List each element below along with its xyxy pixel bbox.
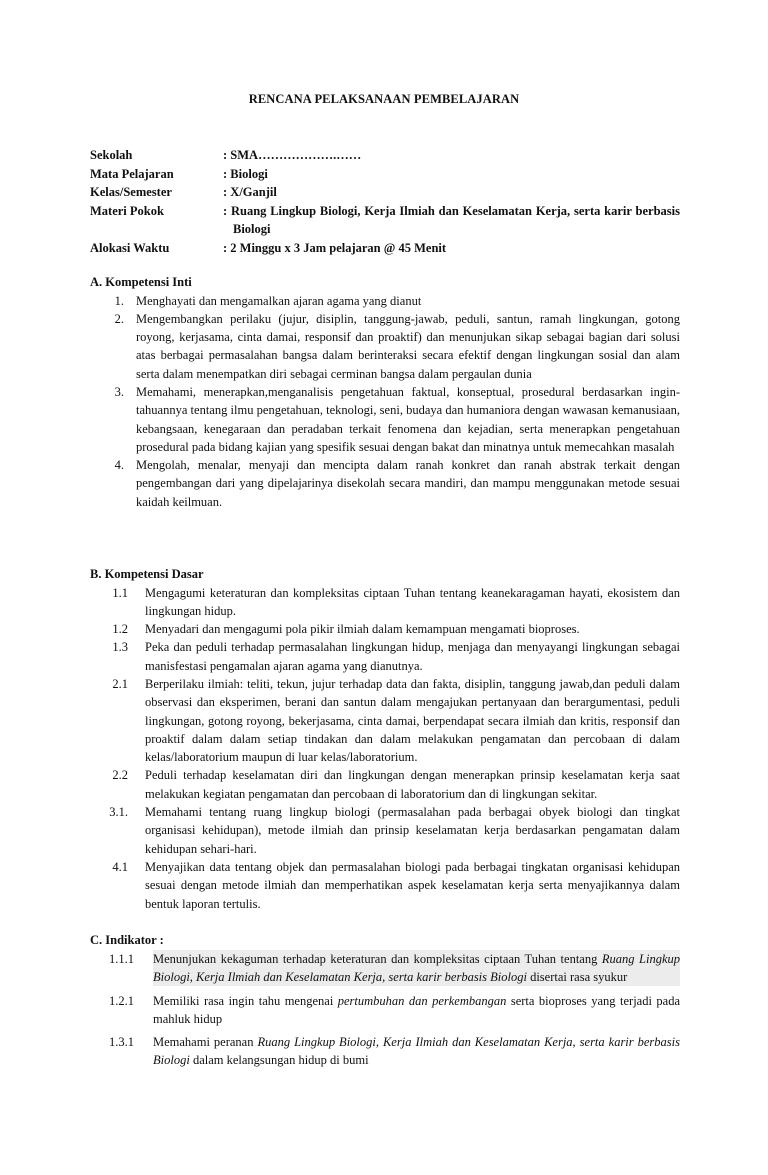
text-part: Menunjukan kekaguman terhadap keteraturan dan kompleksitas ciptaan Tuhan tentang [153, 951, 602, 966]
item-text: Peka dan peduli terhadap permasalahan lingkungan hidup, menjaga dan menyayangi lingkungan sebagai manisfestasi pengamalan ajaran agama yang dianutnya. [145, 640, 680, 673]
list-item [90, 803, 680, 858]
item-number: 3.1. [109, 805, 128, 820]
meta-key: Mata Pelajaran [90, 166, 174, 181]
emphasis-text: pertumbuhan dan perkembangan [337, 994, 507, 1009]
section-heading: B. Kompetensi Dasar [90, 567, 204, 581]
item-text [153, 950, 680, 987]
item-text: Mengolah, menalar, menyaji dan mencipta dalam ranah konkret dan ranah abstrak terkait dengan pengembangan dari yang dipelajarinya disekolah secara mandiri, dan mampu menggunakan metode sesuai kaidah keilmuan. [136, 458, 680, 509]
meta-row-sekolah [90, 146, 680, 165]
item-text [153, 992, 680, 1029]
meta-value: : Ruang Lingkup Biologi, Kerja Ilmiah dan Keselamatan Kerja, serta karir berbasis Biologi [223, 203, 680, 236]
list-item [90, 638, 680, 675]
list-item [90, 383, 680, 456]
item-number: 1.3 [112, 640, 128, 655]
document-title: RENCANA PELAKSANAAN PEMBELAJARAN [248, 92, 520, 106]
item-number: 1.2.1 [109, 994, 134, 1009]
item-number: 4.1 [112, 859, 128, 874]
emphasis-text: Ruang Lingkup Biologi, Kerja Ilmiah dan Keselamatan Kerja, serta karir berbasis Biologi [153, 951, 681, 984]
emphasis-text: Ruang Lingkup Biologi, Kerja Ilmiah dan Keselamatan Kerja, serta karir berbasis Biologi [153, 1034, 680, 1067]
meta-row-materi-pokok [90, 202, 680, 239]
item-text: Berperilaku ilmiah: teliti, tekun, jujur terhadap data dan fakta, disiplin, tanggung jawab,dan peduli dalam observasi dan eksperimen, berani dan santun dalam mengajukan pertanyaan dan berargumentasi, peduli lingkungan, gotong royong, bekerjasama, cinta damai, berpendapat secara ilmiah dan kritis, responsif dan proaktif dalam dalam setiap tindakan dan dalam melakukan pengamatan dan percobaan di dalam kelas/laboratorium maupun di luar kelas/laboratorium. [145, 676, 680, 765]
item-number: 2. [114, 311, 124, 326]
list-item [90, 584, 680, 621]
item-number: 1.1 [112, 585, 128, 600]
meta-row-alokasi-waktu [90, 239, 680, 258]
item-number: 3. [114, 384, 124, 399]
meta-value: : X/Ganjil [223, 185, 277, 199]
text-part: dalam kelangsungan hidup di bumi [189, 1052, 369, 1067]
list-item [90, 310, 680, 383]
section-kompetensi-dasar [90, 565, 680, 913]
meta-row-mata-pelajaran [90, 165, 680, 184]
list-item [90, 858, 680, 913]
list-item [90, 766, 680, 803]
list-item [90, 950, 680, 987]
text-part: Memahami peranan [153, 1034, 258, 1049]
list-item [90, 456, 680, 511]
item-text: Menyajikan data tentang objek dan permasalahan biologi pada berbagai tingkatan organisasi kehidupan sesuai dengan metode ilmiah dan memperhatikan aspek keselamatan kerja serta menyajikannya dalam bentuk laporan tertulis. [145, 859, 680, 911]
list-item [90, 992, 680, 1029]
text-part: serta bioproses yang terjadi pada mahluk hidup [153, 994, 680, 1027]
item-number: 2.2 [112, 768, 128, 783]
section-indikator [90, 931, 680, 1069]
item-number: 1.2 [112, 622, 128, 637]
list-item [90, 292, 680, 310]
item-text: Mengembangkan perilaku (jujur, disiplin, tanggung-jawab, peduli, santun, ramah lingkungan, gotong royong, kerjasama, cinta damai, responsif dan proaktif) dan menunjukan sikap sebagai bagian dari solusi atas berbagai permasalahan bangsa dalam berinteraksi secara efektif dengan lingkungan sosial dan alam serta dalam menempatkan diri sebagai cerminan bangsa dalam pergaulan dunia [136, 311, 680, 381]
meta-value: : 2 Minggu x 3 Jam pelajaran @ 45 Menit [223, 240, 447, 255]
item-number: 4. [114, 458, 124, 473]
meta-key: Materi Pokok [90, 203, 164, 218]
item-number: 1.3.1 [109, 1034, 134, 1049]
item-text: Menghayati dan mengamalkan ajaran agama yang dianut [136, 293, 422, 308]
item-text: Menyadari dan mengagumi pola pikir ilmiah dalam kemampuan mengamati bioproses. [145, 622, 580, 637]
item-number: 1.1.1 [109, 951, 134, 966]
identity-table [90, 146, 680, 257]
item-text: Peduli terhadap keselamatan diri dan lingkungan dengan menerapkan prinsip keselamatan kerja saat melakukan kegiatan pengamatan dan percobaan di laboratorium dan di lingkungan sekitar. [145, 768, 680, 801]
item-number: 2.1 [112, 676, 128, 691]
list-item [90, 620, 680, 638]
meta-value: : SMA……………….…… [223, 148, 362, 162]
text-part: disertai rasa syukur [526, 969, 628, 984]
meta-row-kelas-semester [90, 183, 680, 202]
item-text [153, 1033, 680, 1070]
meta-key: Kelas/Semester [90, 185, 172, 199]
section-heading: C. Indikator : [90, 933, 164, 947]
item-text: Memahami, menerapkan,menganalisis pengetahuan faktual, konseptual, prosedural berdasarkan ingin-tahuannya tentang ilmu pengetahuan, teknologi, seni, budaya dan humaniora dengan wawasan kemanusiaan, kebangsaan, kenegaraan dan peradaban terkait fenomena dan kejadian, serta menerapkan pengetahuan prosedural pada bidang kajian yang spesifik sesuai dengan bakat dan minatnya untuk memecahkan masalah [136, 384, 680, 454]
list-item [90, 675, 680, 766]
meta-key: Sekolah [90, 148, 133, 162]
item-text: Mengagumi keteraturan dan kompleksitas ciptaan Tuhan tentang keanekaragaman hayati, ekosistem dan lingkungan hidup. [145, 585, 680, 618]
item-number: 1. [114, 293, 124, 308]
section-kompetensi-inti [90, 273, 680, 511]
item-text: Memahami tentang ruang lingkup biologi (permasalahan pada berbagai obyek biologi dan tingkat organisasi kehidupan), metode ilmiah dan prinsip keselamatan kerja berdasarkan pengamatan dalam kehidupan sehari-hari. [145, 805, 680, 856]
section-heading: A. Kompetensi Inti [90, 275, 192, 289]
text-part: Memiliki rasa ingin tahu mengenai [153, 994, 338, 1009]
list-item [90, 1033, 680, 1070]
meta-value: : Biologi [223, 166, 268, 181]
meta-key: Alokasi Waktu [90, 240, 170, 255]
